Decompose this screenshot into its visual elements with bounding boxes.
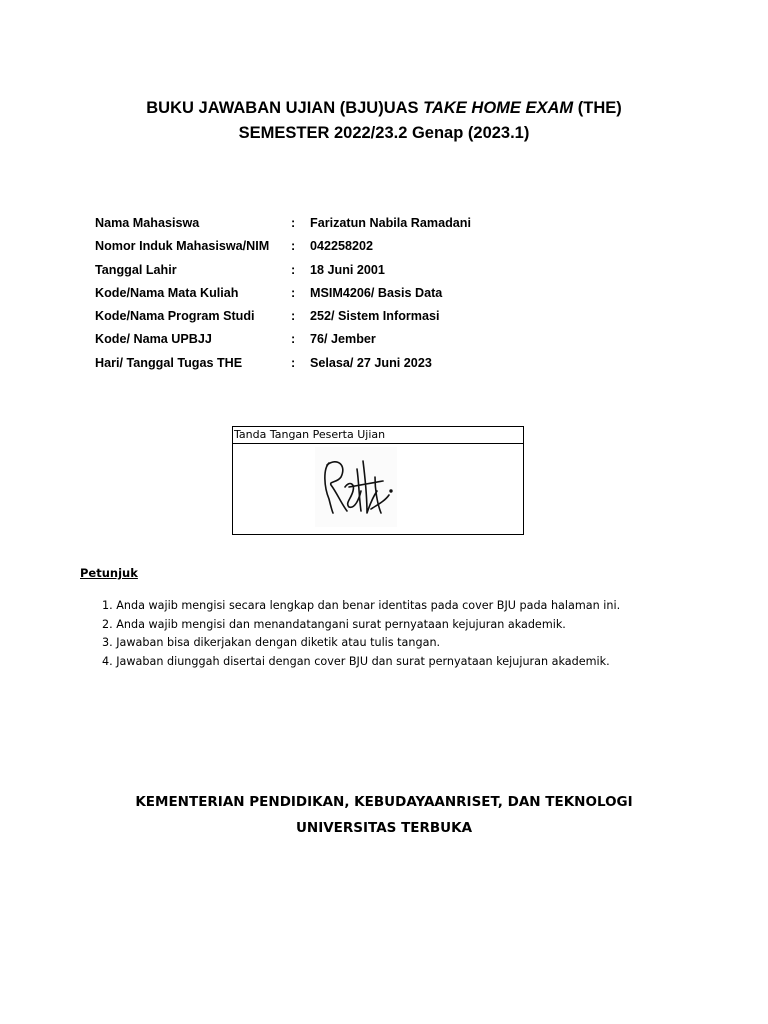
document-subtitle: SEMESTER 2022/23.2 Genap (2023.1) [238, 124, 530, 142]
instructions-list [102, 597, 620, 671]
identity-label: Kode/ Nama UPBJJ [95, 332, 212, 347]
instruction-item: 2. Anda wajib mengisi dan menandatangani surat pernyataan kejujuran akademik. [102, 617, 566, 631]
identity-row [95, 259, 545, 282]
instruction-item: 3. Jawaban bisa dikerjakan dengan diketik atau tulis tangan. [102, 636, 441, 649]
identity-label: Tanggal Lahir [95, 262, 177, 277]
identity-label: Nama Mahasiswa [95, 216, 200, 230]
identity-separator: : [291, 309, 296, 324]
handwritten-signature [315, 447, 397, 527]
identity-value: 76/ Jember [310, 332, 376, 347]
title-suffix: (THE) [573, 99, 622, 117]
instructions-heading: Petunjuk [80, 566, 138, 580]
identity-separator: : [291, 239, 296, 254]
identity-label: Kode/Nama Program Studi [95, 309, 255, 324]
identity-row [95, 305, 545, 328]
identity-value: Selasa/ 27 Juni 2023 [310, 355, 432, 370]
identity-row [95, 212, 545, 235]
identity-separator: : [291, 355, 296, 370]
title-italic: TAKE HOME EXAM [423, 99, 574, 117]
identity-separator: : [291, 285, 296, 300]
identity-row [95, 352, 545, 375]
title-prefix: BUKU JAWABAN UJIAN (BJU)UAS [146, 99, 424, 117]
instruction-item: 4. Jawaban diunggah disertai dengan cover BJU dan surat pernyataan kejujuran akademik. [102, 654, 610, 668]
university-name: UNIVERSITAS TERBUKA [295, 820, 473, 836]
identity-row [95, 235, 545, 258]
instruction-item: 1. Anda wajib mengisi secara lengkap dan benar identitas pada cover BJU pada halaman ini. [102, 599, 621, 612]
identity-value: 252/ Sistem Informasi [310, 309, 440, 324]
identity-value: 18 Juni 2001 [310, 262, 385, 277]
identity-row [95, 328, 545, 351]
identity-separator: : [291, 262, 296, 277]
identity-label: Kode/Nama Mata Kuliah [95, 285, 239, 300]
identity-label: Nomor Induk Mahasiswa/NIM [95, 239, 270, 254]
document-title [0, 96, 768, 120]
identity-row [95, 282, 545, 305]
identity-separator: : [291, 216, 296, 230]
signature-box [232, 426, 524, 535]
identity-table [95, 212, 545, 375]
signature-heading: Tanda Tangan Peserta Ujian [233, 427, 523, 444]
identity-label: Hari/ Tanggal Tugas THE [95, 355, 243, 370]
identity-separator: : [291, 332, 296, 347]
ministry-name: KEMENTERIAN PENDIDIKAN, KEBUDAYAANRISET, DAN TEKNOLOGI [135, 794, 633, 810]
identity-value: Farizatun Nabila Ramadani [310, 216, 471, 230]
identity-value: 042258202 [310, 239, 374, 254]
identity-value: MSIM4206/ Basis Data [310, 285, 443, 300]
